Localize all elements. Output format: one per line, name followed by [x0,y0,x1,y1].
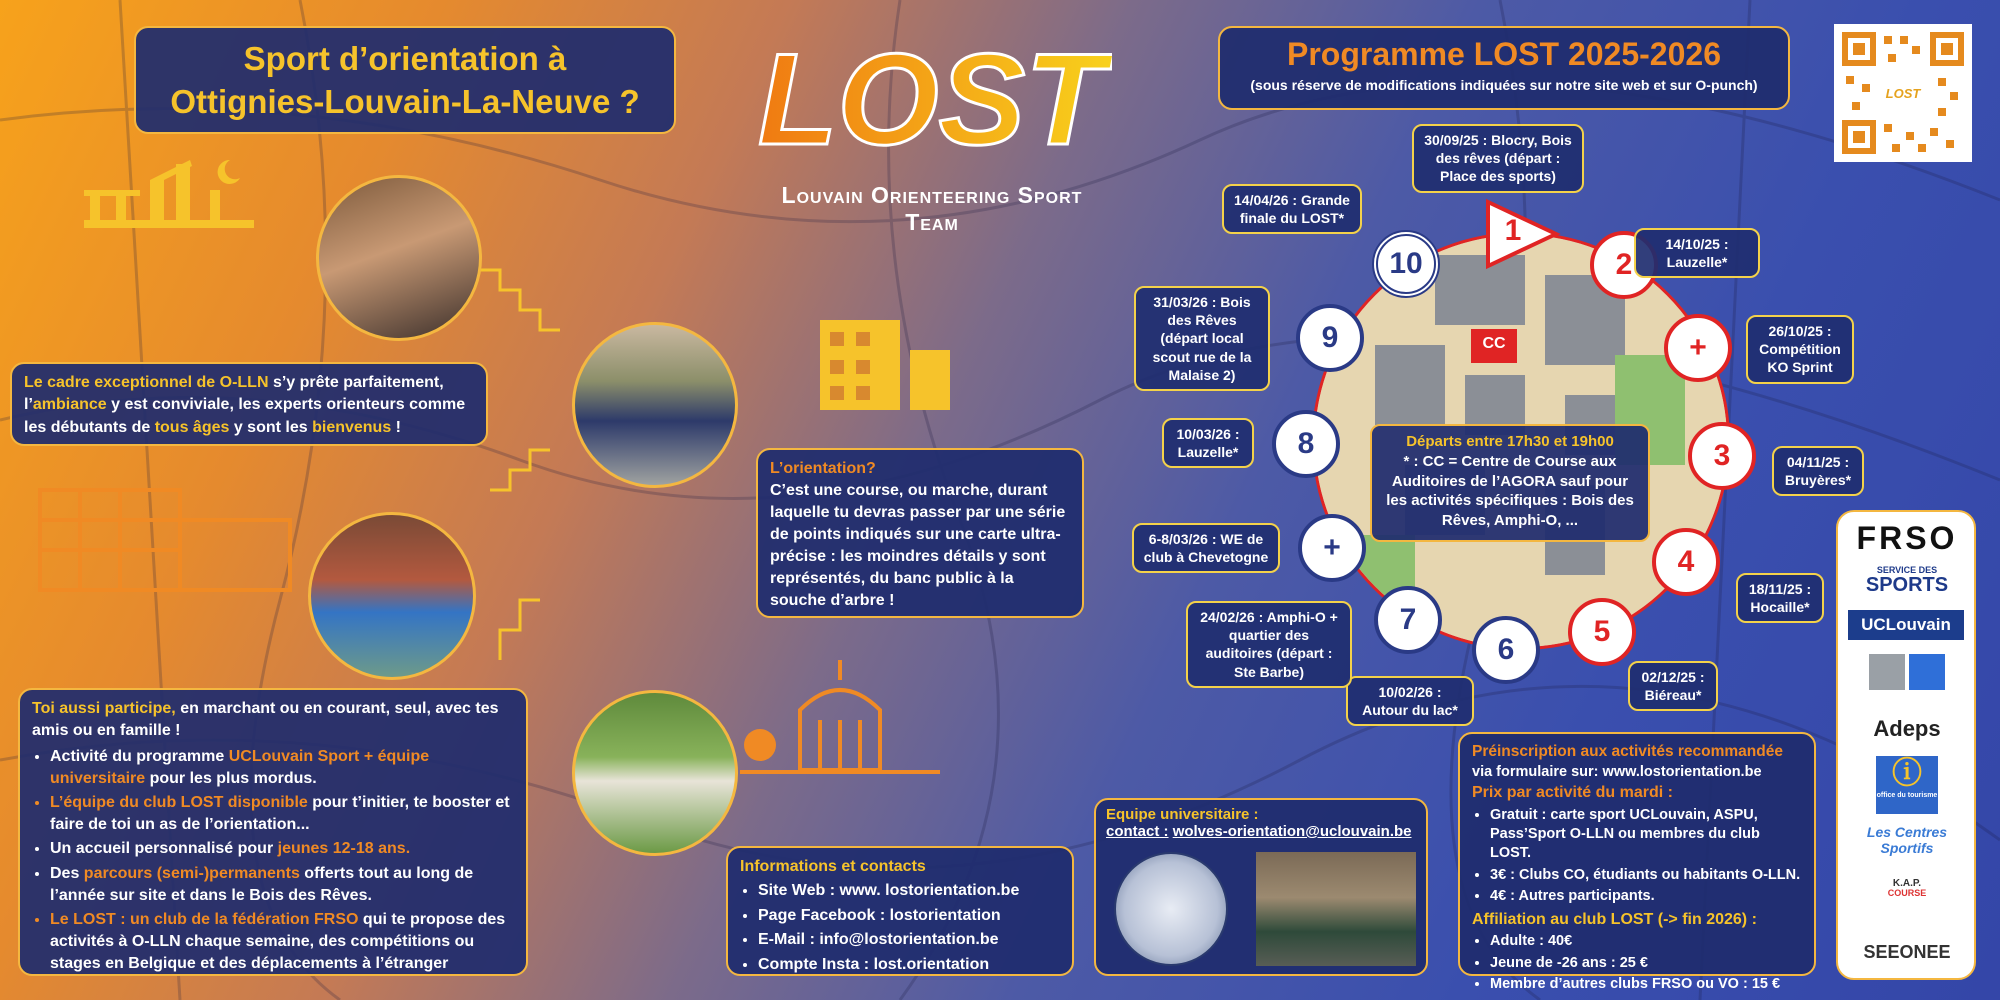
node-5[interactable]: 5 [1568,598,1636,666]
join-box [18,688,528,976]
event-12: 14/04/26 : Grande finale du LOST* [1222,184,1362,234]
join-lead [32,698,514,742]
departures-box [1370,424,1650,542]
orientation-body: C’est une course, ou marche, durant laquelle tu devras passer par une série de points indiqués sur une carte ultra-précise : les moindres détails y sont représentés, du banc public à la souche d’arbre ! [770,482,1066,610]
contact-facebook[interactable]: • Page Facebook : lostorientation [758,905,1060,927]
event-3: 26/10/25 : Compétition KO Sprint [1746,315,1854,384]
intro-box [10,362,488,446]
photo-runners [572,322,738,488]
join-item-text: Des [50,864,84,882]
photo-control-post [572,690,738,856]
price-item: • Gratuit : carte sport UCLouvain, ASPU, Pass’Sport O-LLN ou membres du club LOST. [1490,806,1802,864]
join-item-text: qui te propose des activités à O-LLN chaque semaine, des compétitions ou stages en Belgique et des déplacements à l’étranger [50,910,506,972]
join-item-highlight: UCLouvain Sport + équipe universitaire [50,748,430,788]
contacts-heading: Informations et contacts [740,858,926,875]
join-item [50,792,514,836]
join-item-text: pour les plus mordus. [145,770,317,788]
join-lead-text: en marchant ou en courant, seul, avec tes amis ou en famille ! [32,700,499,740]
join-lead-highlight: Toi aussi participe, [32,700,176,717]
glass-building-pictogram [30,480,300,600]
join-item-text: Un accueil personnalisé pour [50,840,278,858]
title-box [134,26,676,134]
join-item [50,863,514,907]
sponsor-sports-big: SPORTS [1865,574,1949,596]
intro-text-2: y est conviviale, les experts orienteurs comme les débutants de [24,396,466,436]
qr-label: LOST [1885,86,1921,101]
event-4: 04/11/25 : Bruyères* [1772,446,1864,496]
join-item [50,746,514,790]
lost-logo [752,24,1112,235]
sponsor-kap-name: K.A.P. [1892,878,1922,889]
buildings-pictogram [70,150,270,270]
title-line-2: Ottignies-Louvain-La-Neuve ? [170,82,640,120]
sponsor-seeonee: SEEONEE [1863,942,1951,962]
event-9: 6-8/03/26 : WE de club à Chevetogne [1132,523,1280,573]
node-2[interactable]: 2 [1590,231,1658,299]
sponsor-uclouvain: UCLouvain [1848,610,1964,640]
team-contact [1106,823,1416,840]
team-contact-label: contact : [1106,823,1169,840]
affiliation-item: • Adulte : 40€ [1490,932,1802,951]
affiliation-heading: Affiliation au club LOST (-> fin 2026) : [1472,910,1757,928]
contacts-box [726,846,1074,976]
pricing-pre-heading: Préinscription aux activités recommandée [1472,743,1783,760]
event-10: 10/03/26 : Lauzelle* [1162,418,1254,468]
join-item [50,838,514,860]
event-5: 18/11/25 : Hocaille* [1736,573,1824,623]
sponsor-adeps: Adeps [1873,716,1941,741]
bw-logo-icon [1867,652,1947,692]
wolves-logo [1114,852,1228,966]
node-10[interactable]: 10 [1372,230,1440,298]
event-1: 30/09/25 : Blocry, Bois des rêves (départ : Place des sports) [1412,124,1584,193]
program-subtitle: (sous réserve de modifications indiquées sur notre site web et sur O-punch) [1250,77,1758,93]
pricing-box [1458,732,1816,993]
photo-map-reading [316,175,482,341]
photo-child-map [308,512,476,680]
intro-text-3: y sont les [229,418,313,436]
intro-text-1: s’y prête parfaitement, l’ [24,374,444,414]
lost-subtitle: Louvain Orienteering Sport Team [781,182,1083,235]
sponsor-centres: Les Centres Sportifs [1866,824,1948,856]
contact-website[interactable]: • Site Web : www. lostorientation.be [758,880,1060,902]
affiliation-list [1472,932,1802,994]
info-icon: ⓘ [1892,757,1922,790]
join-item [50,909,514,975]
node-plus-2[interactable]: + [1298,514,1366,582]
event-6: 02/12/25 : Biéreau* [1628,661,1718,711]
node-8[interactable]: 8 [1272,410,1340,478]
intro-text-4: ! [391,418,402,436]
qr-code[interactable] [1834,24,1972,162]
pricing-list [1472,806,1802,907]
intro-highlight-4: bienvenus [312,418,392,436]
join-item-highlight: L’équipe du club LOST disponible [50,794,308,812]
apartment-pictogram [800,310,970,410]
team-photo [1256,852,1416,966]
node-4[interactable]: 4 [1652,528,1720,596]
sponsor-kap-course: COURSE [1887,888,1927,898]
sponsor-bw [1846,652,1968,692]
intro-highlight-3: tous âges [154,418,230,436]
moon-icon [218,160,240,184]
node-3[interactable]: 3 [1688,422,1756,490]
sponsor-frso: FRSO [1856,520,1958,556]
join-list [32,746,514,975]
join-item-text: pour t’initier, te booster et faire de toi un as de l’orientation... [50,794,510,834]
orientation-heading: L’orientation? [770,460,876,477]
affiliation-item: • Membre d’autres clubs FRSO ou VO : 15 € [1490,975,1802,994]
event-8: 24/02/26 : Amphi-O + quartier des auditoires (départ : Ste Barbe) [1186,601,1352,688]
departures-note: * : CC = Centre de Course aux Auditoires de l’AGORA sauf pour les activités spécifiques : Bois des Rêves, Amphi-O, ... [1386,452,1634,530]
join-item-highlight: Le LOST : un club de la fédération FRSO [50,910,359,928]
event-2: 14/10/25 : Lauzelle* [1634,228,1760,278]
contacts-list [740,880,1060,976]
node-6[interactable]: 6 [1472,616,1540,684]
price-item: • 4€ : Autres participants. [1490,887,1802,906]
node-1[interactable]: 1 [1504,214,1522,247]
pricing-price-heading: Prix par activité du mardi : [1472,784,1673,802]
intro-highlight-1: Le cadre exceptionnel de O-LLN [24,374,269,391]
event-7: 10/02/26 : Autour du lac* [1346,676,1474,726]
join-item-highlight: parcours (semi-)permanents [83,864,300,882]
sponsor-sports [1846,566,1968,595]
join-item-highlight: jeunes 12-18 ans. [277,840,411,858]
affiliation-item: • Jeune de -26 ans : 25 € [1490,954,1802,973]
orientation-box [756,448,1084,618]
node-9[interactable]: 9 [1296,304,1364,372]
sponsor-sports-small: SERVICE DES [1876,565,1938,575]
departures-heading: Départs entre 17h30 et 19h00 [1406,433,1614,450]
title-line-1: Sport d’orientation à [243,40,567,77]
program-title: Programme LOST 2025-2026 [1287,36,1721,72]
contact-instagram[interactable]: • Compte Insta : lost.orientation [758,954,1060,976]
sponsor-kap [1846,878,1968,899]
cc-label: CC [1482,335,1506,352]
sponsor-tourisme-label: office du tourisme [1876,792,1938,799]
contact-email[interactable]: • E-Mail : info@lostorientation.be [758,929,1060,951]
team-heading: Equipe universitaire : [1106,806,1259,823]
lost-wordmark: LOST [758,26,1105,172]
church-pictogram [740,650,940,780]
pricing-pre-text[interactable]: via formulaire sur: www.lostorientation.be [1472,763,1762,780]
team-contact-email[interactable]: wolves-orientation@uclouvain.be [1172,823,1412,840]
price-item: • 3€ : Clubs CO, étudiants ou habitants O-LLN. [1490,866,1802,885]
sponsor-tourisme [1876,756,1938,814]
node-plus-1[interactable]: + [1664,314,1732,382]
join-item-text: offerts tout au long de l’année sur site et dans le Bois des Rêves. [50,864,474,904]
node-7[interactable]: 7 [1374,586,1442,654]
join-item-text: Activité du programme [50,748,229,766]
team-box [1094,798,1428,976]
event-11: 31/03/26 : Bois des Rêves (départ local scout rue de la Malaise 2) [1134,286,1270,391]
intro-highlight-2: ambiance [32,396,107,414]
lost-logo-mark [752,24,1112,174]
program-header [1218,26,1790,110]
